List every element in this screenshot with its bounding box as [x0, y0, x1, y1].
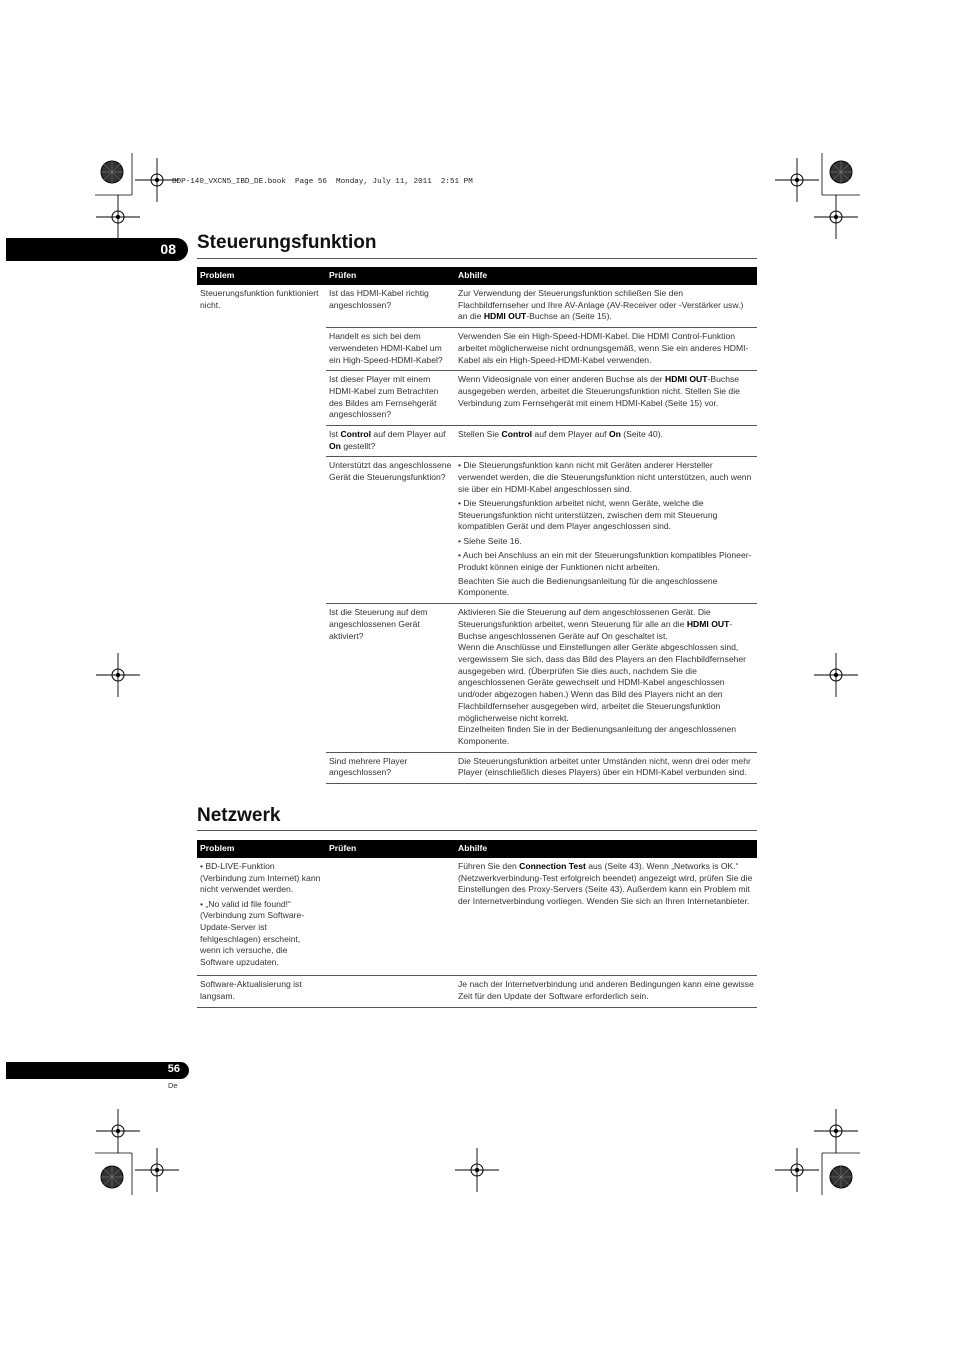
bullet-item: • Siehe Seite 16. — [458, 536, 754, 548]
remedy-cell: Je nach der Internetverbindung und anderen Bedingungen kann eine gewisse Zeit für den Update der Software erforderlich sein. — [455, 976, 757, 1007]
table-row — [197, 285, 757, 328]
language-code: De — [168, 1081, 178, 1090]
remedy-text: Stellen Sie — [458, 429, 502, 440]
check-cell: Sind mehrere Player angeschlossen? — [326, 752, 455, 783]
remedy-text: Zur Verwendung der Steuerungsfunktion schließen Sie den Flachbildfernseher und Ihre AV-Anlage (AV-Receiver oder -Verstärker usw.) an die — [458, 288, 744, 322]
table-row — [197, 976, 757, 1007]
column-header-check: Prüfen — [326, 840, 455, 858]
section-title-steuerungsfunktion: Steuerungsfunktion — [197, 232, 377, 253]
column-header-check: Prüfen — [326, 267, 455, 285]
bullet-item: • Die Steuerungsfunktion kann nicht mit Geräten anderer Hersteller verwendet werden, die die Steuerungsfunktion nicht unterstützen, auch wenn sie über ein HDMI-Kabel angeschlossen sind. — [458, 460, 754, 495]
remedy-cell — [455, 371, 757, 426]
remedy-text: -Buchse an (Seite 15). — [526, 311, 612, 322]
control-label: Control — [501, 429, 533, 440]
on-label: On — [329, 440, 341, 451]
column-header-remedy: Abhilfe — [455, 267, 757, 285]
table-row — [197, 858, 757, 976]
remedy-cell — [455, 457, 757, 604]
problem-cell — [197, 285, 326, 784]
remedy-cell — [455, 858, 757, 976]
connection-test-label: Connection Test — [519, 861, 586, 871]
hdmi-out-label: HDMI OUT — [665, 374, 708, 385]
section-rule — [197, 830, 757, 831]
check-cell: Ist die Steuerung auf dem angeschlossenen Gerät aktiviert? — [326, 604, 455, 752]
column-header-problem: Problem — [197, 267, 326, 285]
check-cell — [326, 976, 455, 1007]
bullet-item: • „No valid id file found!“ (Verbindung zum Software-Update-Server ist fehlgeschlagen) erscheint, wenn ich versuche, die Software upzudaten. — [200, 899, 323, 969]
column-header-remedy: Abhilfe — [455, 840, 757, 858]
page-number-tab — [6, 1062, 189, 1079]
chapter-tab — [6, 238, 188, 261]
problem-cell: Software-Aktualisierung ist langsam. — [197, 976, 326, 1007]
check-cell — [326, 426, 455, 457]
control-label: Control — [340, 429, 372, 440]
remedy-note: Beachten Sie auch die Bedienungsanleitung für die angeschlossene Komponente. — [458, 575, 718, 598]
remedy-text: -Buchse angeschlossenen Geräte auf On geschaltet ist. — [458, 618, 733, 641]
troubleshooting-table-netzwerk — [197, 840, 757, 1008]
remedy-text: Einzelheiten finden Sie in der Bedienungsanleitung der angeschlossenen Komponente. — [458, 724, 737, 746]
section-title-netzwerk: Netzwerk — [197, 805, 281, 826]
chapter-number: 08 — [160, 241, 176, 257]
check-cell — [326, 858, 455, 976]
troubleshooting-table-steuerung — [197, 267, 757, 784]
remedy-text: -Buchse ausgegeben werden, arbeitet die Steuerungsfunktion nicht. Stellen Sie die Verbindung zum Fernsehgerät mit einem HDMI-Kabel (Seite 15) vor. — [458, 374, 740, 408]
section-rule — [197, 258, 757, 259]
bullet-item: • Auch bei Anschluss an ein mit der Steuerungsfunktion kompatibles Pioneer-Produkt können einige der Funktionen nicht arbeiten. — [458, 550, 754, 573]
on-label: On — [608, 429, 621, 440]
check-cell: Ist dieser Player mit einem HDMI-Kabel zum Betrachten des Bildes am Fernsehgerät angeschlossen? — [326, 371, 455, 426]
problem-cell — [197, 858, 326, 976]
remedy-text: (Seite 40). — [620, 429, 663, 440]
bullet-item: • Die Steuerungsfunktion arbeitet nicht, wenn Geräte, welche die Steuerungsfunktion nicht unterstützen, zwischen dem mit Steuerung kompatiblen Gerät und dem Player angeschlossen sind. — [458, 498, 754, 533]
remedy-text: Wenn Videosignale von einer anderen Buchse als der — [458, 374, 666, 385]
check-text: auf dem Player auf — [371, 429, 446, 440]
remedy-text: aus (Seite 43). Wenn „Networks is OK.“ (Netzwerkverbindung-Test erfolgreich beendet) angezeigt wird, prüfen Sie die Einstellungen des Proxy-Servers (Seite 43). Außerdem kann ein Problem mit der Internetverbindung vorliegen. Wenden Sie sich an Ihren Internetanbieter. — [458, 861, 753, 907]
problem-text: Steuerungsfunktion funktioniert nicht. — [200, 288, 319, 310]
remedy-cell: Die Steuerungsfunktion arbeitet unter Umständen nicht, wenn drei oder mehr Player (einschließlich dieses Players) über ein HDMI-Kabel verbunden sind. — [455, 752, 757, 783]
bullet-item: • BD-LIVE-Funktion (Verbindung zum Internet) kann nicht verwendet werden. — [200, 861, 323, 896]
remedy-cell — [455, 604, 757, 752]
table-header — [197, 840, 757, 858]
table-header — [197, 267, 757, 285]
print-header: BDP-140_VXCN5_IBD_DE.book Page 56 Monday, July 11, 2011 2:51 PM — [172, 178, 473, 186]
remedy-text: Wenn die Anschlüsse und Einstellungen aller Geräte abgeschlossen sind, vergewissern Sie sich, dass das Bild des Players an den Flachbildfernseher ausgegeben wird. (Überprüfen Sie dies auch, nachdem Sie die angeschlossenen Geräte gewechselt und HDMI-Kabel angeschlossen und/oder abgezogen haben.) Wenn das Bild des Players nicht an den Flachbildfernseher ausgegeben wird, arbeitet die Steuerungsfunktion möglicherweise nicht korrekt. — [458, 642, 747, 723]
check-cell: Ist das HDMI-Kabel richtig angeschlossen? — [326, 285, 455, 328]
check-cell: Unterstützt das angeschlossene Gerät die Steuerungsfunktion? — [326, 457, 455, 604]
hdmi-out-label: HDMI OUT — [686, 618, 730, 629]
remedy-text: auf dem Player auf — [532, 429, 609, 440]
remedy-text: Führen Sie den — [458, 861, 520, 871]
remedy-text: Aktivieren Sie die Steuerung auf dem angeschlossenen Gerät. Die Steuerungsfunktion arbeitet, wenn Steuerung für alle an die — [458, 607, 711, 629]
column-header-problem: Problem — [197, 840, 326, 858]
remedy-cell — [455, 285, 757, 328]
check-text: gestellt? — [340, 440, 376, 451]
check-cell: Handelt es sich bei dem verwendeten HDMI-Kabel um ein High-Speed-HDMI-Kabel? — [326, 328, 455, 371]
remedy-cell: Verwenden Sie ein High-Speed-HDMI-Kabel. Die HDMI Control-Funktion arbeitet möglicherweise nicht ordnungsgemäß, wenn Sie ein anderes HDMI-Kabel als ein High-Speed-HDMI-Kabel verwenden. — [455, 328, 757, 371]
page-number: 56 — [167, 1063, 180, 1075]
hdmi-out-label: HDMI OUT — [483, 311, 527, 322]
remedy-cell — [455, 426, 757, 457]
check-text: Ist — [329, 429, 341, 440]
